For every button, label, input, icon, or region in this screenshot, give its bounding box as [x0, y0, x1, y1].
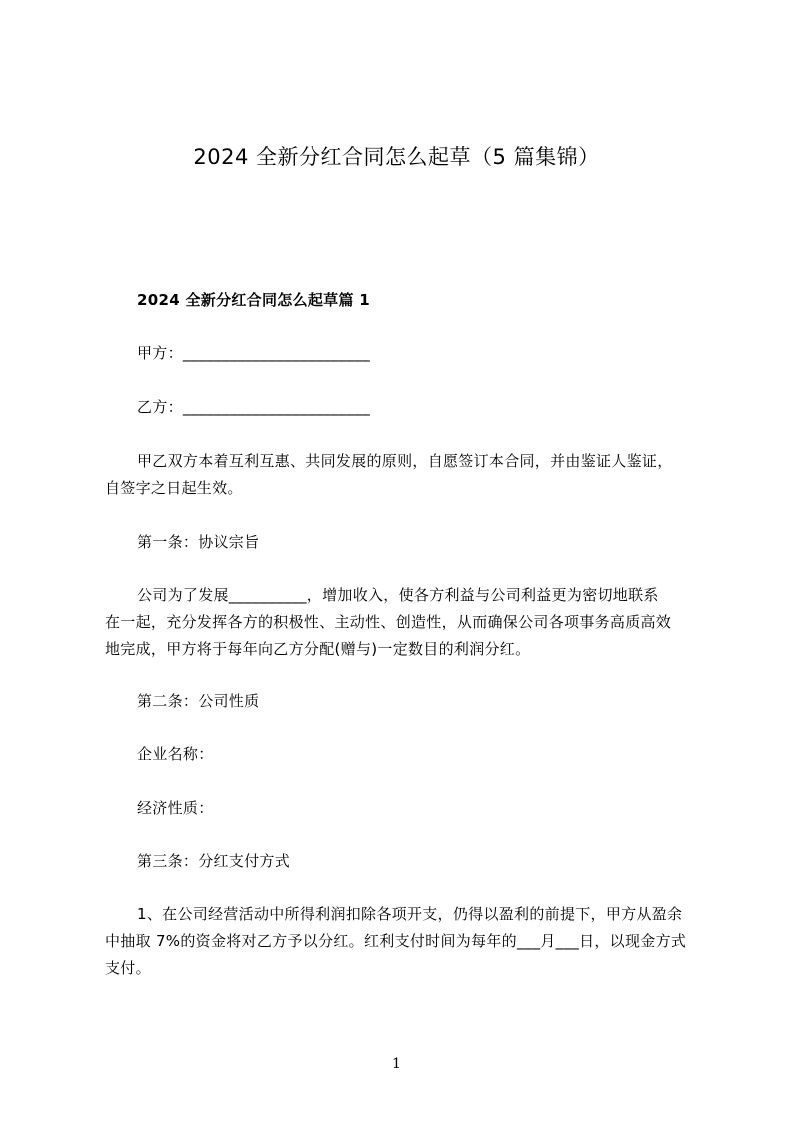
party-a-line: 甲方：________________________ — [137, 344, 371, 362]
paragraph-line: 公司为了发展__________，增加收入，使各方利益与公司利益更为密切地联系 — [137, 586, 659, 604]
intro-line: 自签字之日起生效。 — [105, 479, 243, 497]
article-1-paragraph — [105, 582, 715, 663]
article-1-title: 第一条：协议宗旨 — [137, 533, 260, 551]
paragraph-line: 中抽取 7%的资金将对乙方予以分红。红利支付时间为每年的___月___日，以现金方式 — [105, 932, 687, 950]
paragraph-line: 地完成，甲方将于每年向乙方分配(赠与)一定数目的利润分红。 — [105, 640, 531, 658]
paragraph-line: 在一起，充分发挥各方的积极性、主动性、创造性，从而确保公司各项事务高质高效 — [105, 613, 672, 631]
article-3-paragraph — [105, 901, 715, 982]
section-heading: 2024 全新分红合同怎么起草篇 1 — [137, 291, 371, 309]
page-number: 1 — [392, 1056, 401, 1072]
paragraph-line: 支付。 — [105, 959, 151, 977]
intro-line: 甲乙双方本着互利互惠、共同发展的原则，自愿签订本合同，并由鉴证人鉴证， — [137, 452, 673, 470]
document-title: 2024 全新分红合同怎么起草（5 篇集锦） — [193, 145, 600, 169]
economic-nature-field: 经济性质： — [137, 799, 214, 817]
article-2-title: 第二条：公司性质 — [137, 692, 260, 710]
article-3-title: 第三条：分红支付方式 — [137, 852, 291, 870]
intro-paragraph — [105, 448, 715, 502]
paragraph-line: 1、在公司经营活动中所得利润扣除各项开支，仍得以盈利的前提下，甲方从盈余 — [137, 905, 683, 923]
company-name-field: 企业名称： — [137, 745, 214, 763]
party-b-line: 乙方：________________________ — [137, 398, 371, 416]
